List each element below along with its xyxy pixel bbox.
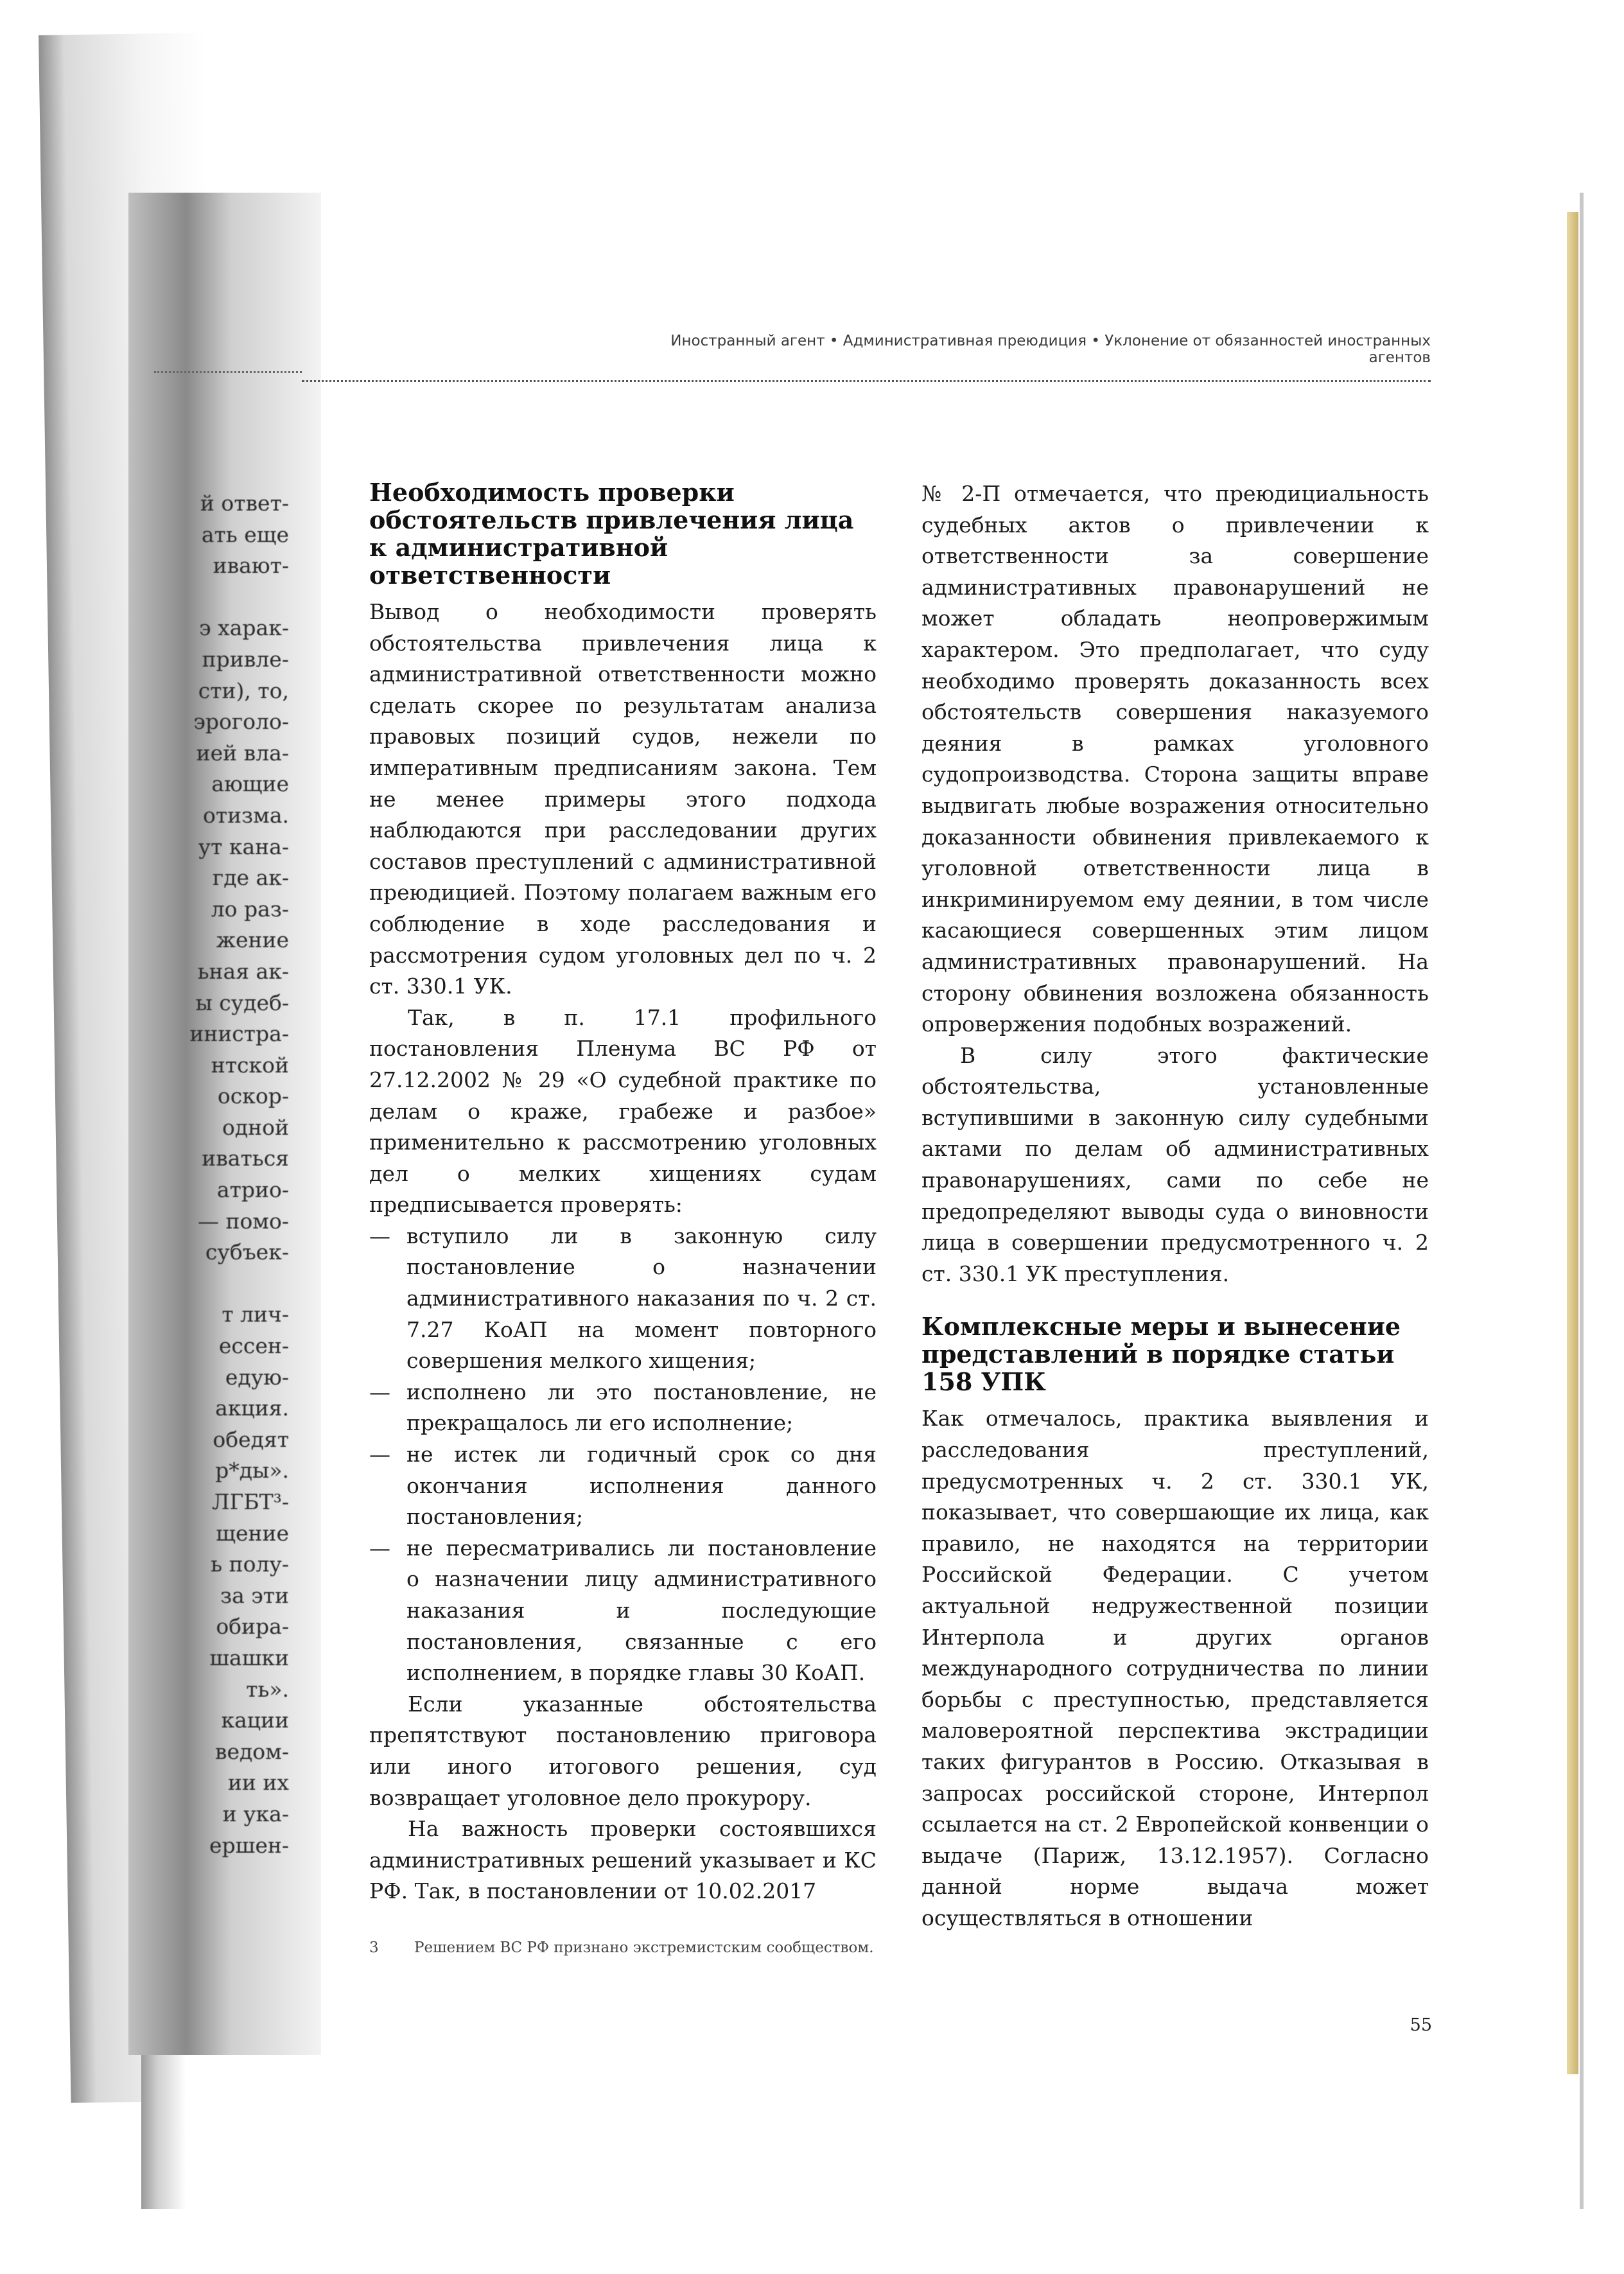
left-page-fragment: инистра- bbox=[189, 1021, 289, 1047]
left-page-fragment: ии их bbox=[227, 1770, 289, 1796]
left-page-fragment: ать еще bbox=[201, 521, 289, 547]
paragraph: На важность проверки состоявшихся административных решений указывает и КС РФ. Так, в постановлении от 10.02.2017 bbox=[369, 1816, 877, 1904]
left-page-fragment: обедят bbox=[213, 1426, 289, 1452]
left-page-fragment: т лич- bbox=[222, 1302, 289, 1327]
left-page-fragment: ь полу- bbox=[211, 1552, 289, 1577]
left-page-text-fragments bbox=[161, 488, 289, 1861]
left-page-fragment: щение bbox=[216, 1520, 289, 1546]
left-page-fragment: оскор- bbox=[217, 1083, 289, 1109]
left-page-fragment: — помо- bbox=[197, 1208, 289, 1234]
left-page-fragment: ут кана- bbox=[198, 834, 289, 859]
left-page-fragment: эроголо- bbox=[193, 709, 289, 735]
footnote bbox=[369, 1939, 1268, 1956]
left-page-fragment: едую- bbox=[225, 1364, 289, 1390]
left-page-fragment: э харак- bbox=[199, 615, 289, 641]
paragraph: Так, в п. 17.1 профильного постановления Пленума ВС РФ от 27.12.2002 № 29 «О судебной практике по делам о краже, грабеже и разбое» применительно к рассмотрению уголовных дел о мелких хищениях судам предписывается проверять: bbox=[369, 1004, 877, 1218]
left-page-fragment: ЛГБТ³- bbox=[211, 1489, 289, 1514]
requirements-list bbox=[369, 1221, 877, 1689]
left-page-fragment: ающие bbox=[211, 771, 289, 797]
left-page-fragment: ведом- bbox=[214, 1738, 289, 1764]
paragraph: Вывод о необходимости проверять обстоятельства привлечения лица к административной ответственности можно сделать скорее по результатам анализа правовых позиций судов, нежели по императивным предписаниям закона. Тем не менее примеры этого подхода наблюдаются при расследовании других составов преступлений с административной преюдицией. Поэтому полагаем важным его соблюдение в ходе расследования и рассмотрения судом уголовных дел по ч. 2 ст. 330.1 УК. bbox=[369, 599, 877, 999]
left-page-fragment: ло раз- bbox=[211, 896, 289, 922]
section-heading-1: Необходимость проверки обстоятельств привлечения лица к административной ответственности bbox=[369, 478, 854, 590]
list-item: — вступило ли в законную силу постановление о назначении административного наказания по ч. 2 ст. 7.27 КоАП на момент повторного совершения мелкого хищения; bbox=[369, 1223, 877, 1374]
left-page-fragment: субъек- bbox=[205, 1239, 289, 1265]
left-page-fragment: жение bbox=[216, 927, 289, 953]
left-page-fragment: и ука- bbox=[222, 1801, 289, 1826]
left-page-fragment bbox=[161, 1268, 289, 1300]
left-page-fragment: кации bbox=[221, 1708, 289, 1733]
page-number: 55 bbox=[1410, 2015, 1432, 2035]
left-page-fragment: иваться bbox=[202, 1146, 289, 1171]
left-page-fragment: обира- bbox=[216, 1614, 289, 1640]
list-item: — исполнено ли это постановление, не прекращалось ли его исполнение; bbox=[369, 1379, 877, 1436]
left-page-fragment: ы судеб- bbox=[195, 990, 289, 1015]
paragraph: В силу этого фактические обстоятельства, установленные вступившими в законную силу судебными актами по делам об административных правонарушениях, сами по себе не предопределяют выводы суда о виновности лица в совершении предусмотренного ч. 2 ст. 330.1 УК преступления. bbox=[921, 1042, 1429, 1286]
left-page-fragment: атрио- bbox=[216, 1177, 289, 1203]
left-page-fragment: привле- bbox=[202, 646, 289, 672]
section-heading-2: Комплексные меры и вынесение представлений в порядке статьи 158 УПК bbox=[921, 1312, 1401, 1397]
paragraph: Как отмечалось, практика выявления и расследования преступлений, предусмотренных ч. 2 ст. 330.1 УК, показывает, что совершающие их лица, как правило, не находятся на территории Российской Федерации. С учетом актуальной недружественной позиции Интерпола и других органов международного сотрудничества по линии борьбы с преступностью, представляется маловероятной перспектива экстрадиции таких фигурантов в Россию. Отказывая в запросах российской стороне, Интерпол ссылается на ст. 2 Европейской конвенции о выдаче (Париж, 13.12.1957). Согласно данной норме выдача может осуществляться в отношении bbox=[921, 1406, 1429, 1930]
left-page-fragment: ть». bbox=[246, 1676, 289, 1702]
left-page-fragment: акция. bbox=[215, 1395, 289, 1421]
left-page-fragment: шашки bbox=[209, 1645, 289, 1670]
left-page-fragment: ией вла- bbox=[196, 740, 289, 765]
footnote-number: 3 bbox=[369, 1939, 379, 1956]
left-page-fragment: ьная ак- bbox=[197, 958, 289, 984]
left-page-fragment: р*ды». bbox=[215, 1458, 289, 1483]
left-page-fragment: ессен- bbox=[218, 1333, 289, 1359]
right-column bbox=[921, 478, 1429, 1934]
list-item: — не пересматривались ли постановление о назначении лицу административного наказания и последующие постановления, связанные с его исполнением, в порядке главы 30 КоАП. bbox=[369, 1535, 877, 1686]
gilded-page-edge bbox=[1567, 212, 1578, 2074]
paragraph: Если указанные обстоятельства препятствуют постановлению приговора или иного итогового решения, суд возвращает уголовное дело прокурору. bbox=[369, 1691, 877, 1810]
footnote-text: Решением ВС РФ признано экстремистским сообществом. bbox=[414, 1939, 874, 1956]
list-item: — не истек ли годичный срок со дня окончания исполнения данного постановления; bbox=[369, 1442, 877, 1530]
left-page-header-rule bbox=[154, 371, 302, 373]
left-page-fragment: одной bbox=[222, 1114, 289, 1140]
header-dotted-rule bbox=[302, 380, 1431, 382]
left-page-fragment: где ак- bbox=[212, 865, 289, 891]
left-page-fragment: й ответ- bbox=[200, 491, 289, 516]
left-page-fragment: за эти bbox=[220, 1582, 289, 1608]
left-column bbox=[369, 478, 877, 1907]
left-page-fragment: отизма. bbox=[203, 802, 289, 828]
left-page-fragment bbox=[161, 582, 289, 613]
running-header: Иностранный агент • Административная преюдиция • Уклонение от обязанностей иностранных агентов bbox=[670, 333, 1431, 366]
paragraph: № 2-П отмечается, что преюдициальность судебных актов о привлечении к ответственности за совершение административных правонарушений не может обладать неопровержимым характером. Это предполагает, что суду необходимо проверять доказанность всех обстоятельств совершения наказуемого деяния в рамках уголовного судопроизводства. Сторона защиты вправе выдвигать любые возражения относительно доказанности обвинения привлекаемого к уголовной ответственности лица в инкриминируемом ему деянии, в том числе касающиеся совершенных этим лицом административных правонарушений. На сторону обвинения возложена обязанность опровержения подобных возражений. bbox=[921, 481, 1429, 1037]
left-page-fragment: нтской bbox=[211, 1052, 289, 1078]
left-page-fragment: ершен- bbox=[209, 1832, 289, 1858]
left-page-fragment: ивают- bbox=[213, 553, 289, 579]
left-page-fragment: сти), то, bbox=[198, 678, 289, 703]
